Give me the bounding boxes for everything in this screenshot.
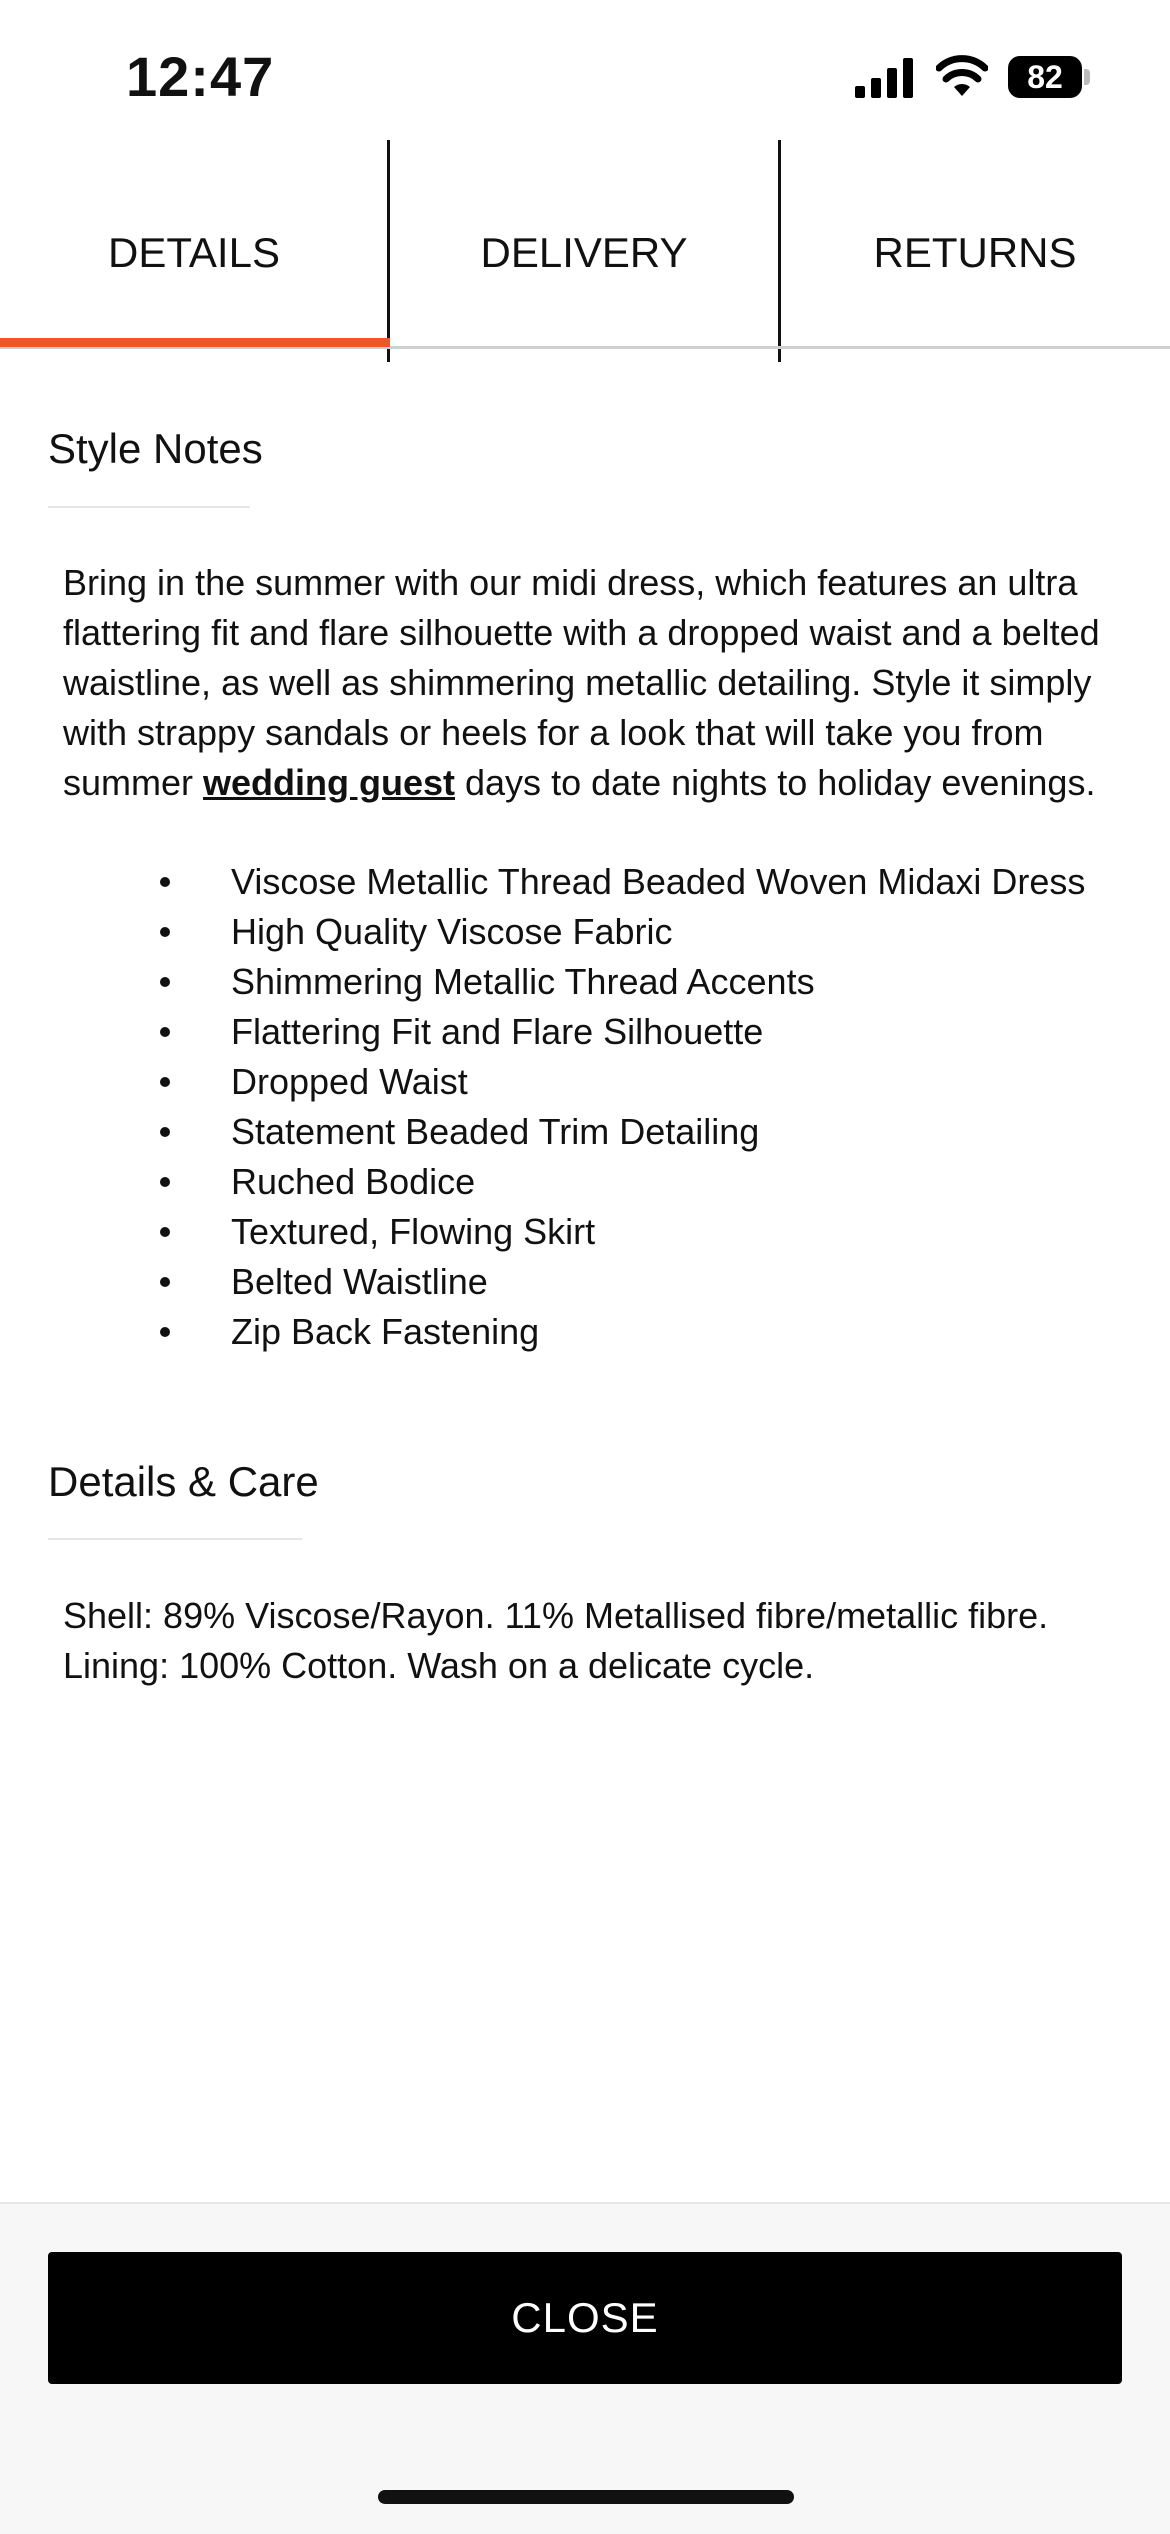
cellular-signal-icon <box>855 58 915 98</box>
wedding-guest-link[interactable]: wedding guest <box>203 762 456 803</box>
list-item-text: Belted Waistline <box>231 1261 488 1302</box>
tab-bar <box>0 140 1170 362</box>
list-item <box>63 1107 1123 1157</box>
bullet-icon <box>160 1227 170 1237</box>
list-item <box>63 1307 1123 1357</box>
list-item-text: Flattering Fit and Flare Silhouette <box>231 1011 764 1052</box>
bullet-icon <box>160 877 170 887</box>
details-care-underline <box>48 1538 302 1540</box>
style-notes-underline <box>48 506 250 508</box>
bullet-icon <box>160 1027 170 1037</box>
list-item-text: Ruched Bodice <box>231 1161 476 1202</box>
details-care-text: Shell: 89% Viscose/Rayon. 11% Metallised fibre/metallic fibre. Lining: 100% Cotton. Wash on a delicate cycle. <box>63 1595 1049 1686</box>
battery-cap <box>1084 69 1090 85</box>
home-indicator[interactable] <box>378 2490 794 2504</box>
list-item <box>63 907 1123 957</box>
bullet-icon <box>160 1277 170 1287</box>
wifi-icon <box>936 54 988 98</box>
tab-returns[interactable]: RETURNS <box>873 229 1077 276</box>
list-item-text: Statement Beaded Trim Detailing <box>231 1111 760 1152</box>
bullet-icon <box>160 1127 170 1137</box>
tab-delivery[interactable]: DELIVERY <box>480 229 688 276</box>
list-item <box>63 1057 1123 1107</box>
style-notes-paragraph <box>63 558 1123 808</box>
bullet-icon <box>160 1327 170 1337</box>
bottom-action-bar <box>0 2202 1170 2534</box>
bullet-icon <box>160 1077 170 1087</box>
list-item <box>63 857 1123 907</box>
tab-details[interactable]: DETAILS <box>108 229 280 276</box>
status-time: 12:47 <box>126 45 275 108</box>
active-tab-indicator <box>0 338 390 347</box>
list-item <box>63 1157 1123 1207</box>
list-item <box>63 957 1123 1007</box>
list-item-text: High Quality Viscose Fabric <box>231 911 673 952</box>
battery-level: 82 <box>1027 59 1063 95</box>
list-item-text: Zip Back Fastening <box>231 1311 540 1352</box>
bullet-icon <box>160 1177 170 1187</box>
list-item-text: Viscose Metallic Thread Beaded Woven Midaxi Dress <box>231 861 1086 902</box>
details-care-title: Details & Care <box>48 1458 319 1505</box>
style-notes-text-before: Bring in the summer with our midi dress, which features an ultra flattering fit and flare silhouette with a dropped waist and a belted waistline, as well as shimmering metallic detailing. Style it simply with strappy sandals or heels for a look that will take you from summer <box>63 562 1100 803</box>
style-notes-title: Style Notes <box>48 425 263 472</box>
list-item-text: Dropped Waist <box>231 1061 468 1102</box>
list-item <box>63 1207 1123 1257</box>
bullet-icon <box>160 927 170 937</box>
style-notes-text-after: days to date nights to holiday evenings. <box>455 762 1096 803</box>
list-item <box>63 1007 1123 1057</box>
list-item-text: Shimmering Metallic Thread Accents <box>231 961 815 1002</box>
list-item <box>63 1257 1123 1307</box>
battery-icon <box>1008 56 1088 98</box>
status-bar <box>0 0 1170 140</box>
list-item-text: Textured, Flowing Skirt <box>231 1211 596 1252</box>
feature-list <box>63 857 1123 1357</box>
close-button[interactable]: CLOSE <box>48 2252 1122 2384</box>
bullet-icon <box>160 977 170 987</box>
